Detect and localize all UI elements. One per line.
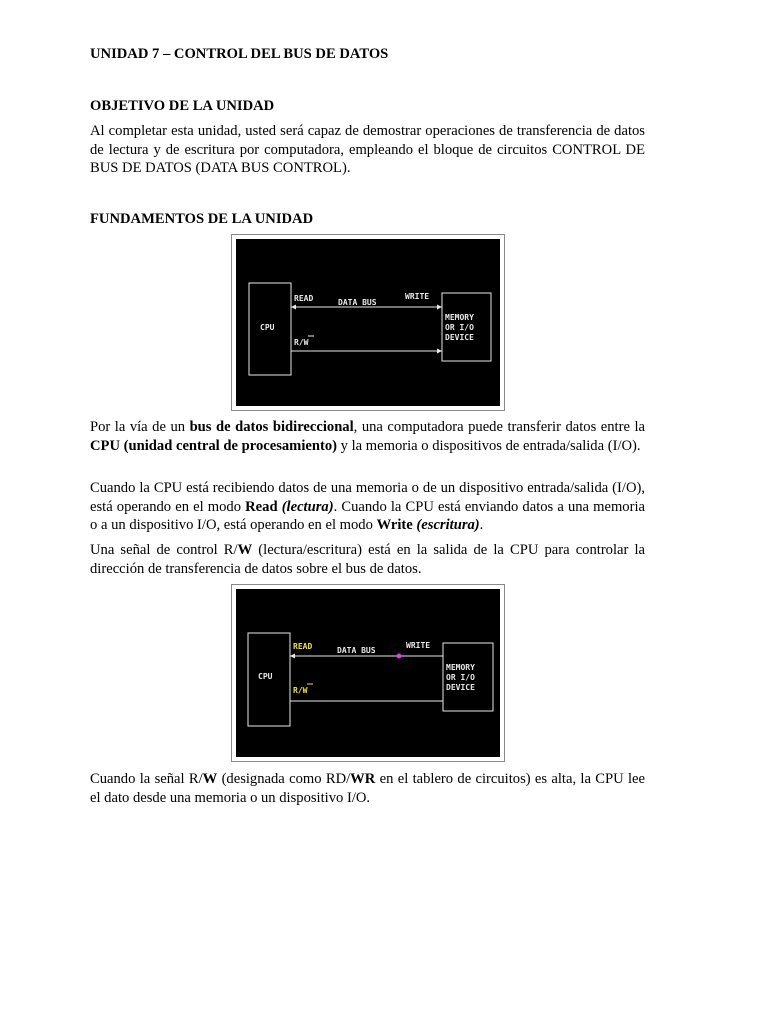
data-bus-diagram-2 [231, 584, 505, 762]
write-label: WRITE [405, 292, 430, 301]
objective-paragraph: Al completar esta unidad, usted será capaz de demostrar operaciones de transferencia de datos de lectura y de escritura por computadora, empleando el bloque de circuitos CONTROL DE BUS DE DATOS (DATA BUS CONTROL). [90, 123, 645, 176]
paragraph-read-write-modes: Cuando la CPU está recibiendo datos de una memoria o de un dispositivo entrada/salida (I/O), está operando en el modo Read (lectura). Cuando la CPU está enviando datos a una memoria o a un dispositivo I/O, está operando en el modo Write (escritura). [90, 480, 645, 533]
device-label-2-line2: OR I/O [446, 673, 475, 682]
write-label-2: WRITE [406, 641, 431, 650]
cpu-label: CPU [260, 323, 275, 332]
paragraph-bidirectional-bus: Por la vía de un bus de datos bidireccional, una computadora puede transferir datos entre la CPU (unidad central de procesamiento) y la memoria o dispositivos de entrada/salida (I/O). [90, 419, 645, 454]
paragraph-rw-high: Cuando la señal R/W (designada como RD/WR en el tablero de circuitos) es alta, la CPU lee el dato desde una memoria o un dispositivo I/O. [90, 771, 645, 806]
data-bus-diagram-1 [231, 234, 505, 411]
device-label-line2: OR I/O [445, 323, 474, 332]
read-label-2: READ [293, 642, 313, 651]
cpu-label-2: CPU [258, 672, 273, 681]
read-label: READ [294, 294, 314, 303]
rw-label: R/W [294, 338, 309, 347]
data-bus-label: DATA BUS [338, 298, 377, 307]
device-label-2-line3: DEVICE [446, 683, 475, 692]
device-label-2-line1: MEMORY [446, 663, 475, 672]
objective-heading: OBJETIVO DE LA UNIDAD [90, 98, 275, 114]
bus-marker-icon [397, 654, 402, 659]
fundamentals-heading: FUNDAMENTOS DE LA UNIDAD [90, 211, 314, 227]
device-label-line3: DEVICE [445, 333, 474, 342]
unit-title: UNIDAD 7 – CONTROL DEL BUS DE DATOS [90, 46, 389, 62]
rw-label-2: R/W [293, 686, 308, 695]
device-label-line1: MEMORY [445, 313, 474, 322]
data-bus-label-2: DATA BUS [337, 646, 376, 655]
paragraph-rw-signal: Una señal de control R/W (lectura/escritura) está en la salida de la CPU para controlar la dirección de transferencia de datos sobre el bus de datos. [90, 542, 645, 577]
